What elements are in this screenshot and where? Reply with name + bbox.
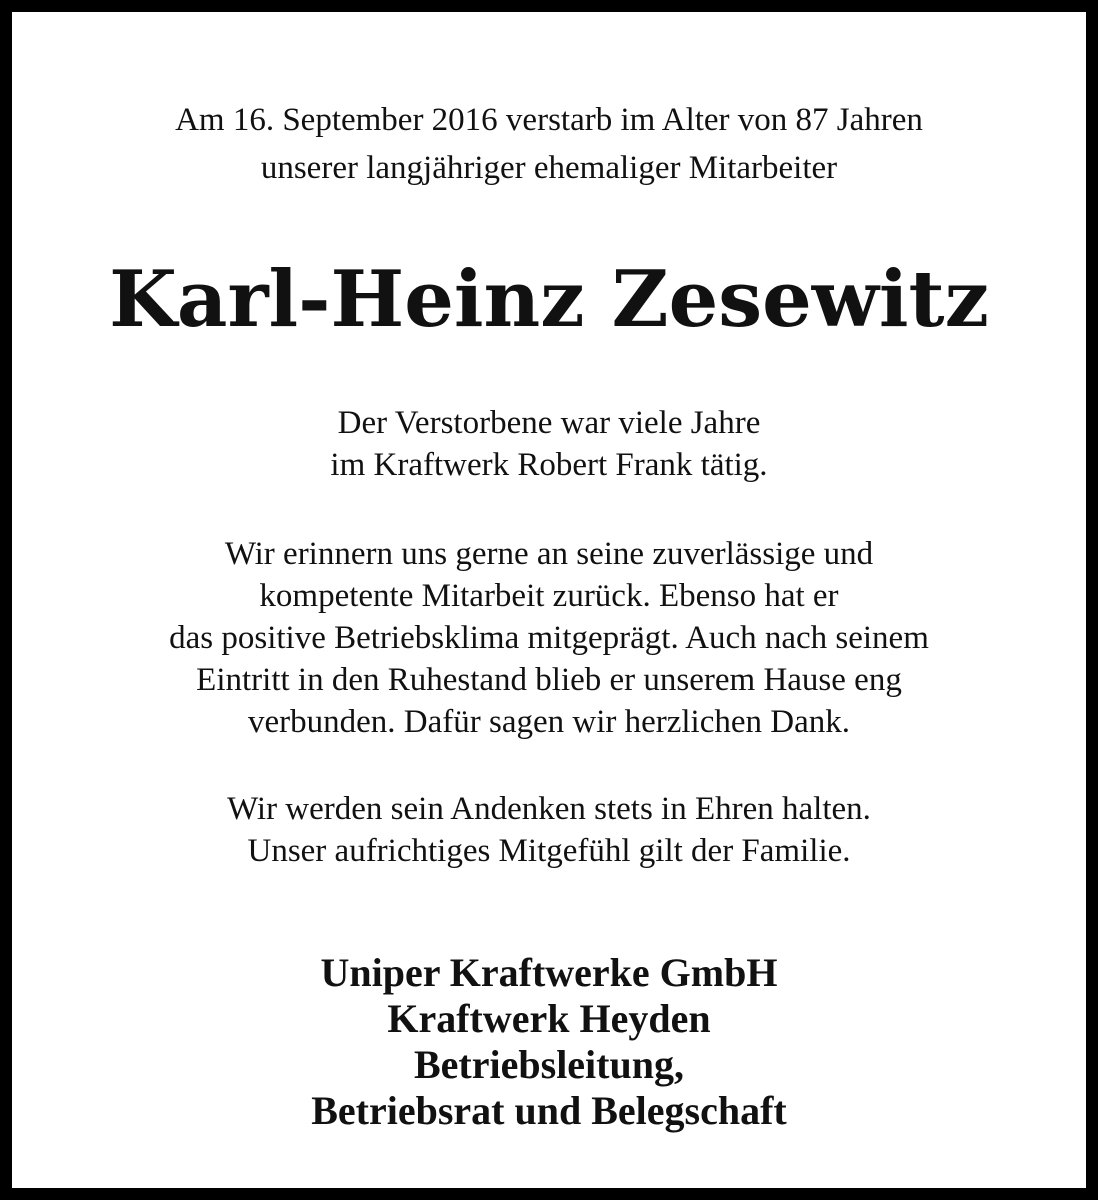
paragraph-employment <box>12 402 1086 486</box>
paragraph-line: Unser aufrichtiges Mitgefühl gilt der Familie. <box>247 833 851 869</box>
signature-line: Kraftwerk Heyden <box>387 996 711 1041</box>
paragraph-line: Wir erinnern uns gerne an seine zuverlässige und <box>224 536 874 572</box>
paragraph-remembrance <box>12 533 1086 743</box>
deceased-name: Karl-Heinz Zesewitz <box>109 254 989 345</box>
signature-line: Uniper Kraftwerke GmbH <box>320 950 778 995</box>
signature-line: Betriebsrat und Belegschaft <box>311 1088 787 1133</box>
paragraph-line: Der Verstorbene war viele Jahre <box>337 405 761 441</box>
paragraph-condolence <box>12 788 1086 872</box>
paragraph-line: Wir werden sein Andenken stets in Ehren halten. <box>227 791 871 827</box>
intro-line: Am 16. September 2016 verstarb im Alter von 87 Jahren <box>175 102 923 138</box>
intro-line: unserer langjähriger ehemaliger Mitarbeiter <box>260 150 838 186</box>
paragraph-line: im Kraftwerk Robert Frank tätig. <box>330 447 768 483</box>
signature-block <box>12 950 1086 1134</box>
paragraph-line: das positive Betriebsklima mitgeprägt. Auch nach seinem <box>169 620 929 656</box>
paragraph-line: verbunden. Dafür sagen wir herzlichen Dank. <box>247 704 850 740</box>
signature-line: Betriebsleitung, <box>414 1042 684 1087</box>
intro-text <box>12 96 1086 192</box>
paragraph-line: Eintritt in den Ruhestand blieb er unserem Hause eng <box>196 662 902 698</box>
paragraph-line: kompetente Mitarbeit zurück. Ebenso hat er <box>259 578 839 614</box>
